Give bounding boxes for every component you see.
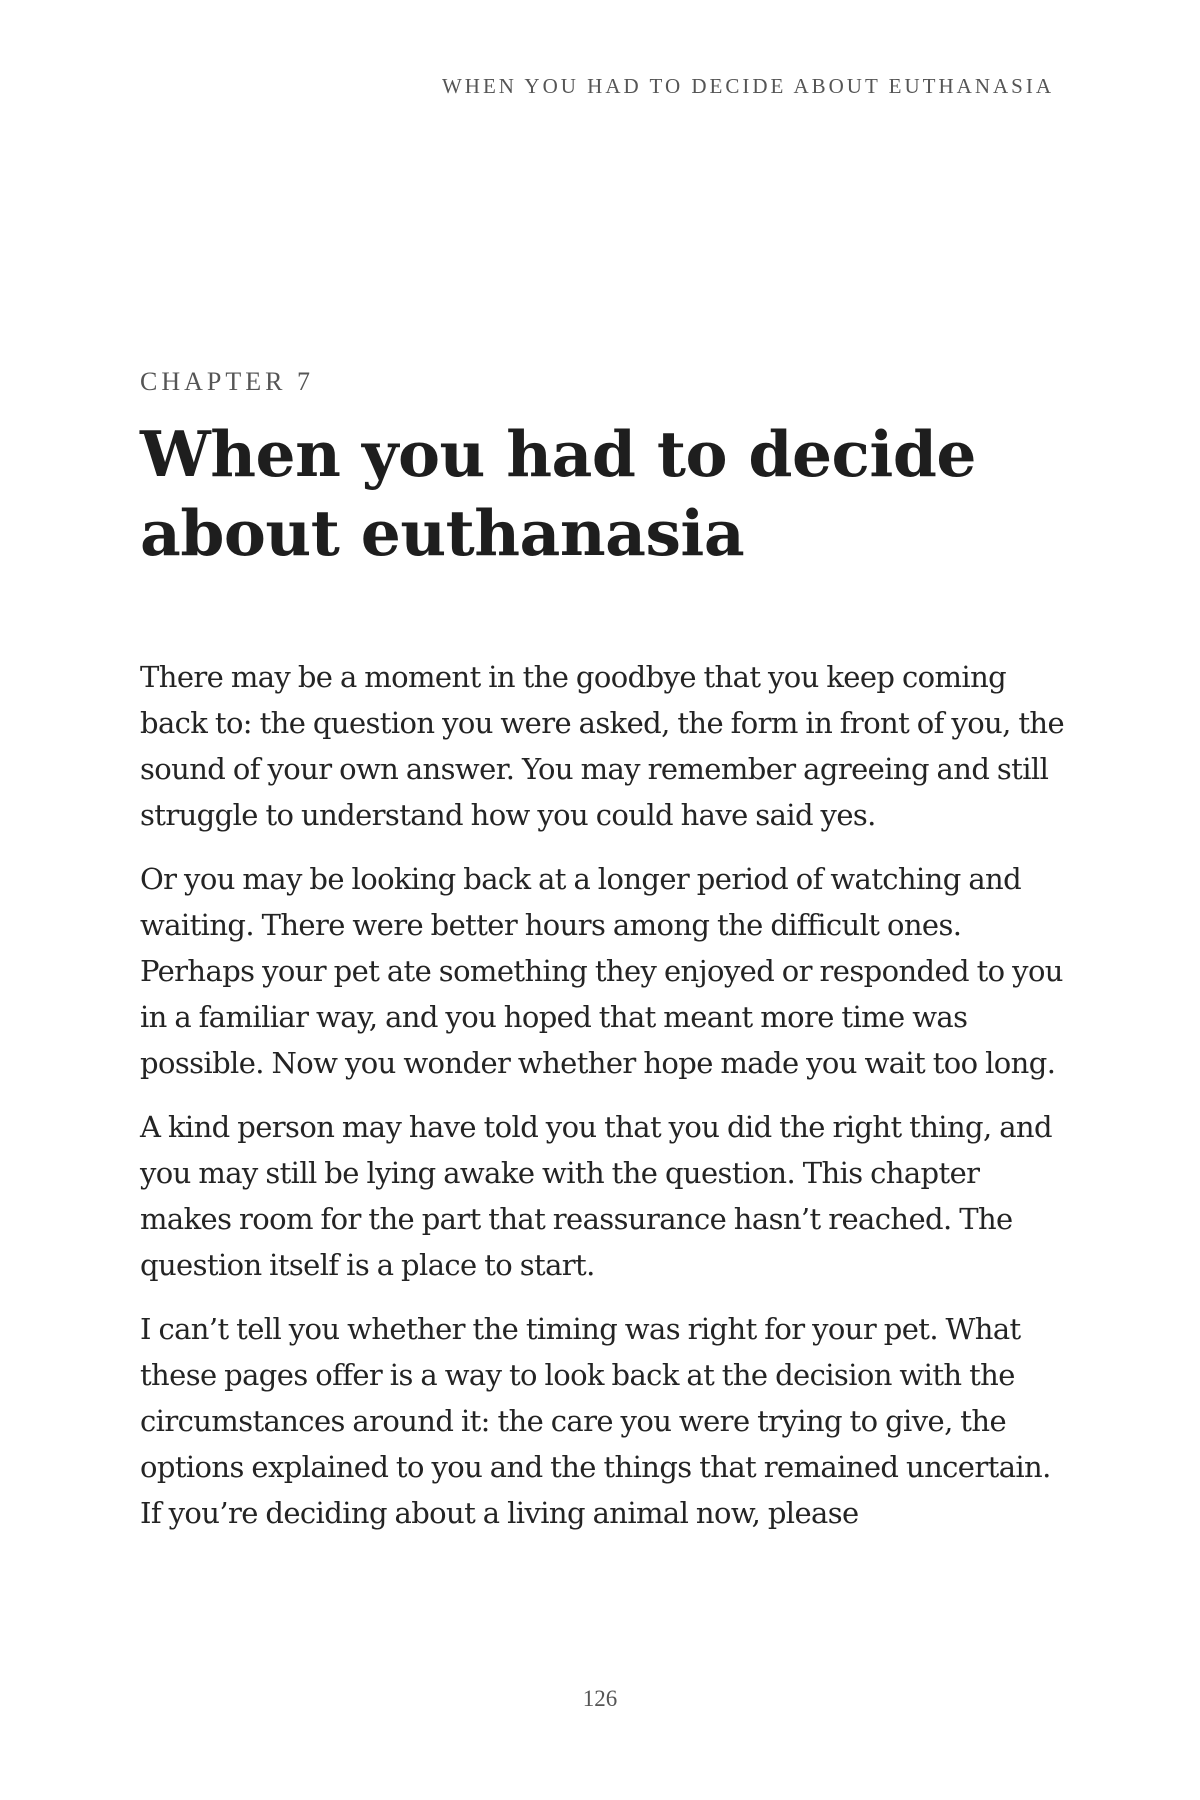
paragraph: Or you may be looking back at a longer period of watching and waiting. There were better hours among the difficult ones. Perhaps your pet ate something they enjoyed or responded to you in a familiar way, and you hoped that meant more time was possible. Now you wonder whether hope made you wait too long. <box>140 862 1063 1080</box>
page-number: 126 <box>582 1686 618 1711</box>
paragraph: There may be a moment in the goodbye that you keep coming back to: the question you were asked, the form in front of you, the sound of your own answer. You may remember agreeing and still struggle to understand how you could have said yes. <box>140 660 1065 832</box>
chapter-label: CHAPTER 7 <box>140 367 314 396</box>
paragraph: A kind person may have told you that you did the right thing, and you may still be lying awake with the question. This chapter makes room for the part that reassurance hasn’t reached. The question itself is a place to start. <box>140 1110 1052 1282</box>
paragraph: I can’t tell you whether the timing was right for your pet. What these pages offer is a way to look back at the decision with the circumstances around it: the care you were trying to give, the options explained to you and the things that remained uncertain. If you’re deciding about a living animal now, please <box>140 1312 1051 1530</box>
chapter-title: When you had to decide about euthanasia <box>140 417 976 570</box>
running-head: WHEN YOU HAD TO DECIDE ABOUT EUTHANASIA <box>441 74 1054 98</box>
body-text <box>140 654 1075 1554</box>
